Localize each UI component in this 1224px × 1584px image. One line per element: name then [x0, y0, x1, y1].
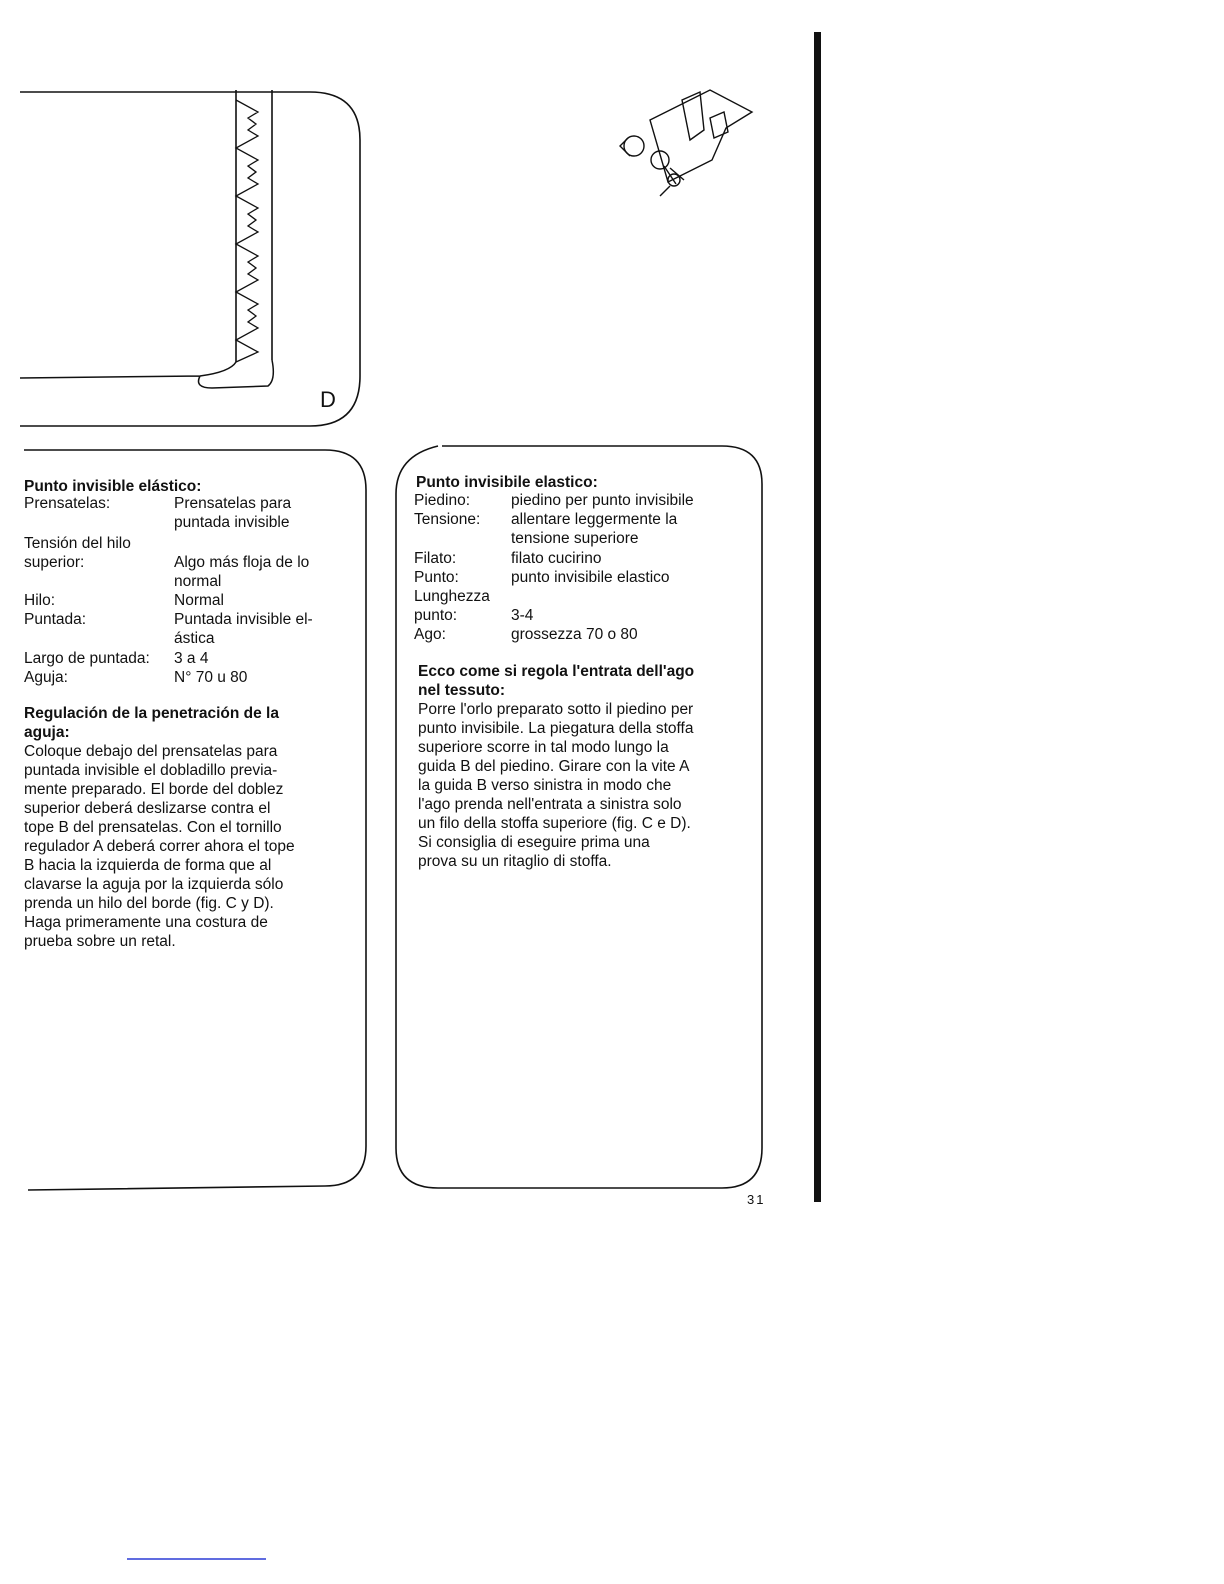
es-value-stitch: Puntada invisible el- ástica: [174, 611, 313, 647]
fabric-fold: [236, 90, 272, 362]
fabric-curl: [20, 360, 273, 388]
es-value-upper-tension: Algo más floja de lo normal: [174, 554, 310, 590]
es-label-upper-tension: Tensión del hilo superior:: [24, 535, 131, 571]
page-number: 31: [747, 1192, 766, 1207]
it-value-stitch: punto invisibile elastico: [511, 569, 670, 586]
it-label-thread: Filato:: [414, 550, 457, 567]
it-label-foot: Piedino:: [414, 492, 471, 509]
it-value-foot: piedino per punto invisibile: [511, 492, 694, 509]
it-value-stitch-length: 3-4: [511, 607, 534, 624]
es-heading-needle-penetration: Regulación de la penetración de la aguja:: [24, 705, 279, 741]
it-body-text: Porre l'orlo preparato sotto il piedino per punto invisibile. La piegatura della stoffa superiore scorre in tal modo lungo la guida B del piedino. Girare con la vite A la guida B verso sinistra in modo che l'ago prenda nell'entrata a sinistra solo un filo della stoffa superiore (fig. C e D). Si consiglia di eseguire prima una prova su un ritaglio di stoffa.: [418, 701, 694, 870]
it-heading-needle-entry: Ecco come si regola l'entrata dell'ago nel tessuto:: [418, 663, 695, 699]
es-value-thread: Normal: [174, 592, 224, 609]
es-label-needle: Aguja:: [24, 669, 68, 686]
es-label-stitch: Puntada:: [24, 611, 87, 628]
margin-bar: [814, 32, 821, 1202]
it-value-needle: grossezza 70 o 80: [511, 626, 638, 643]
figure-label: D: [320, 387, 336, 412]
es-body-text: Coloque debajo del prensatelas para puntada invisible el dobladillo previa- mente preparado. El borde del doblez superior deberá deslizarse contra el tope B del prensatelas. Con el tornillo regulador A deberá correr ahora el tope B hacia la izquierda de forma que al clavarse la aguja por la izquierda sólo prenda un hilo del borde (fig. C y D). Haga primeramente una costura de prueba sobre un retal.: [24, 743, 295, 950]
es-title: Punto invisible elástico:: [24, 478, 202, 495]
it-value-thread: filato cucirino: [511, 550, 602, 567]
it-label-stitch-length: Lunghezza punto:: [414, 588, 490, 624]
es-label-stitch-length: Largo de puntada:: [24, 650, 150, 667]
it-label-stitch: Punto:: [414, 569, 459, 586]
es-value-presser-foot: Prensatelas para puntada invisible: [174, 495, 292, 531]
it-label-needle: Ago:: [414, 626, 446, 643]
es-settings-table: [24, 494, 354, 694]
it-title: Punto invisibile elastico:: [416, 474, 598, 491]
it-value-tension: allentare leggermente la tensione superiore: [511, 511, 678, 547]
presser-foot-illustration: [620, 90, 752, 196]
blind-stitch-zigzag: [236, 100, 258, 362]
es-label-presser-foot: Prensatelas:: [24, 495, 111, 512]
es-value-needle: N° 70 u 80: [174, 669, 248, 686]
es-label-thread: Hilo:: [24, 592, 56, 609]
it-label-tension: Tensione:: [414, 511, 481, 528]
it-settings-table: [414, 491, 754, 651]
es-value-stitch-length: 3 a 4: [174, 650, 209, 667]
